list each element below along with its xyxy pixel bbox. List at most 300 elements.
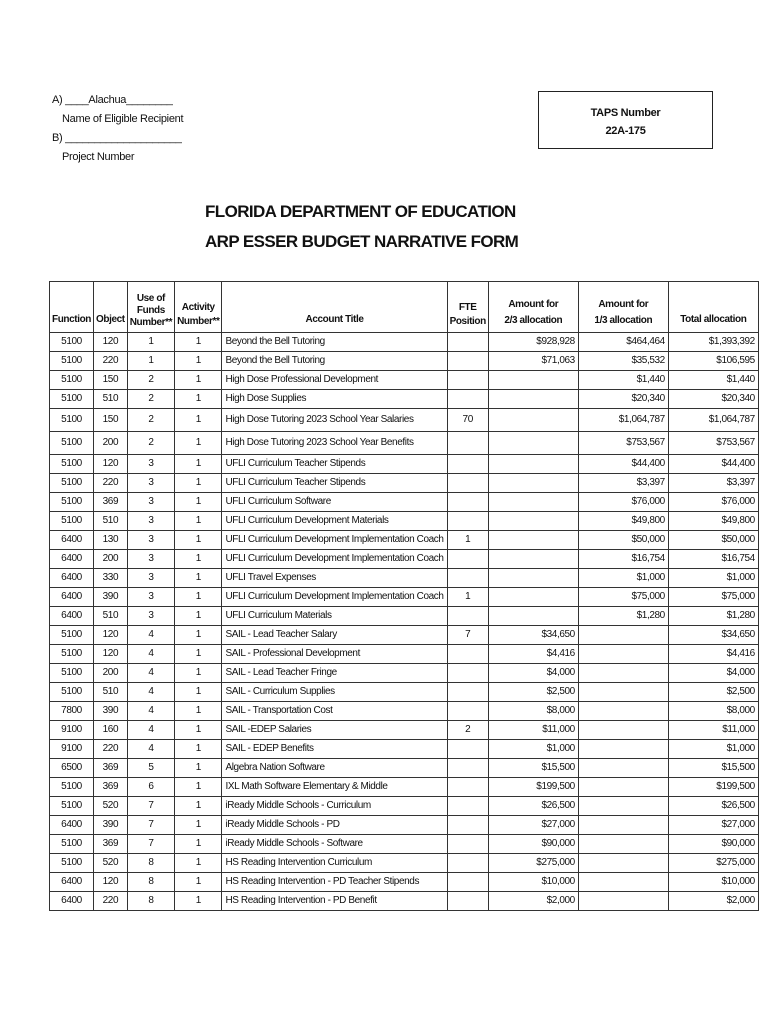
use-of-funds-cell: 7 (127, 835, 174, 854)
account-title-cell: UFLI Curriculum Software (222, 493, 447, 512)
amount-1-3-cell: $1,064,787 (578, 409, 668, 432)
total-cell: $1,000 (668, 740, 758, 759)
col-use-of-funds: Use of Funds Number** (127, 282, 174, 333)
object-cell: 220 (94, 892, 128, 911)
use-of-funds-cell: 3 (127, 607, 174, 626)
account-title-cell: HS Reading Intervention - PD Teacher Stipends (222, 873, 447, 892)
object-cell: 390 (94, 702, 128, 721)
object-cell: 130 (94, 531, 128, 550)
amount-1-3-cell (578, 854, 668, 873)
table-row (50, 371, 759, 390)
function-cell: 5100 (50, 854, 94, 873)
amount-1-3-cell (578, 683, 668, 702)
amount-1-3-cell (578, 778, 668, 797)
amount-2-3-cell: $15,500 (488, 759, 578, 778)
use-of-funds-cell: 3 (127, 531, 174, 550)
col-amount-2-3: Amount for 2/3 allocation (488, 282, 578, 333)
fte-cell: 1 (447, 588, 488, 607)
table-row (50, 778, 759, 797)
object-cell: 390 (94, 588, 128, 607)
amount-2-3-cell: $90,000 (488, 835, 578, 854)
amount-1-3-cell: $75,000 (578, 588, 668, 607)
fte-cell (447, 816, 488, 835)
amount-2-3-cell: $71,063 (488, 352, 578, 371)
activity-cell: 1 (175, 474, 222, 493)
fte-cell (447, 607, 488, 626)
amount-1-3-cell (578, 664, 668, 683)
use-of-funds-cell: 2 (127, 409, 174, 432)
activity-cell: 1 (175, 512, 222, 531)
fte-cell (447, 569, 488, 588)
function-cell: 6400 (50, 588, 94, 607)
table-row (50, 759, 759, 778)
amount-2-3-cell (488, 432, 578, 455)
amount-2-3-cell (488, 588, 578, 607)
function-cell: 5100 (50, 645, 94, 664)
amount-1-3-cell (578, 626, 668, 645)
amount-1-3-cell (578, 816, 668, 835)
amount-2-3-cell (488, 550, 578, 569)
amount-2-3-cell: $26,500 (488, 797, 578, 816)
activity-cell: 1 (175, 333, 222, 352)
amount-1-3-cell: $76,000 (578, 493, 668, 512)
form-title-line2: ARP ESSER BUDGET NARRATIVE FORM (205, 232, 519, 251)
use-of-funds-cell: 4 (127, 702, 174, 721)
account-title-cell: iReady Middle Schools - Software (222, 835, 447, 854)
table-row (50, 702, 759, 721)
use-of-funds-cell: 6 (127, 778, 174, 797)
amount-2-3-cell: $8,000 (488, 702, 578, 721)
activity-cell: 1 (175, 835, 222, 854)
col-total: Total allocation (668, 282, 758, 333)
table-row (50, 873, 759, 892)
table-row (50, 493, 759, 512)
table-row (50, 531, 759, 550)
fte-cell (447, 474, 488, 493)
object-cell: 120 (94, 455, 128, 474)
activity-cell: 1 (175, 390, 222, 409)
account-title-cell: UFLI Curriculum Development Implementation Coach (222, 550, 447, 569)
fte-cell (447, 333, 488, 352)
total-cell: $106,595 (668, 352, 758, 371)
total-cell: $2,500 (668, 683, 758, 702)
total-cell: $1,393,392 (668, 333, 758, 352)
function-cell: 5100 (50, 512, 94, 531)
fte-cell (447, 797, 488, 816)
amount-1-3-cell: $49,800 (578, 512, 668, 531)
use-of-funds-cell: 3 (127, 550, 174, 569)
amount-2-3-cell (488, 474, 578, 493)
amount-2-3-cell (488, 409, 578, 432)
table-row (50, 740, 759, 759)
function-cell: 5100 (50, 455, 94, 474)
total-cell: $3,397 (668, 474, 758, 493)
amount-1-3-cell: $464,464 (578, 333, 668, 352)
use-of-funds-cell: 1 (127, 352, 174, 371)
use-of-funds-cell: 3 (127, 569, 174, 588)
col-account-title: Account Title (222, 282, 447, 333)
function-cell: 5100 (50, 352, 94, 371)
total-cell: $275,000 (668, 854, 758, 873)
total-cell: $1,064,787 (668, 409, 758, 432)
use-of-funds-cell: 4 (127, 664, 174, 683)
table-row (50, 645, 759, 664)
function-cell: 6400 (50, 816, 94, 835)
use-of-funds-cell: 8 (127, 892, 174, 911)
function-cell: 5100 (50, 797, 94, 816)
account-title-cell: UFLI Curriculum Development Implementation Coach (222, 588, 447, 607)
activity-cell: 1 (175, 455, 222, 474)
fte-cell (447, 371, 488, 390)
use-of-funds-cell: 3 (127, 474, 174, 493)
object-cell: 220 (94, 474, 128, 493)
function-cell: 5100 (50, 409, 94, 432)
object-cell: 510 (94, 390, 128, 409)
table-row (50, 333, 759, 352)
fte-cell: 2 (447, 721, 488, 740)
object-cell: 369 (94, 835, 128, 854)
recipient-line: A) ____Alachua________ (52, 94, 173, 106)
amount-1-3-cell: $16,754 (578, 550, 668, 569)
function-cell: 5100 (50, 664, 94, 683)
activity-cell: 1 (175, 759, 222, 778)
fte-cell (447, 778, 488, 797)
project-number-line: B) ____________________ (52, 132, 182, 144)
total-cell: $199,500 (668, 778, 758, 797)
account-title-cell: SAIL - Lead Teacher Fringe (222, 664, 447, 683)
amount-1-3-cell: $44,400 (578, 455, 668, 474)
table-row (50, 835, 759, 854)
table-row (50, 797, 759, 816)
object-cell: 150 (94, 409, 128, 432)
fte-cell (447, 512, 488, 531)
fte-cell (447, 759, 488, 778)
fte-cell (447, 352, 488, 371)
function-cell: 5100 (50, 333, 94, 352)
amount-1-3-cell: $753,567 (578, 432, 668, 455)
table-row (50, 816, 759, 835)
function-cell: 5100 (50, 474, 94, 493)
total-cell: $50,000 (668, 531, 758, 550)
account-title-cell: SAIL -EDEP Salaries (222, 721, 447, 740)
amount-2-3-cell (488, 607, 578, 626)
object-cell: 120 (94, 626, 128, 645)
col-amount-1-3: Amount for 1/3 allocation (578, 282, 668, 333)
account-title-cell: HS Reading Intervention Curriculum (222, 854, 447, 873)
budget-table (49, 281, 759, 911)
use-of-funds-cell: 4 (127, 683, 174, 702)
activity-cell: 1 (175, 352, 222, 371)
activity-cell: 1 (175, 721, 222, 740)
function-cell: 5100 (50, 835, 94, 854)
account-title-cell: Beyond the Bell Tutoring (222, 352, 447, 371)
table-row (50, 569, 759, 588)
activity-cell: 1 (175, 740, 222, 759)
object-cell: 120 (94, 645, 128, 664)
object-cell: 369 (94, 493, 128, 512)
total-cell: $44,400 (668, 455, 758, 474)
total-cell: $11,000 (668, 721, 758, 740)
function-cell: 6400 (50, 873, 94, 892)
account-title-cell: SAIL - Professional Development (222, 645, 447, 664)
function-cell: 6400 (50, 607, 94, 626)
total-cell: $76,000 (668, 493, 758, 512)
account-title-cell: HS Reading Intervention - PD Benefit (222, 892, 447, 911)
object-cell: 369 (94, 778, 128, 797)
fte-cell: 1 (447, 531, 488, 550)
taps-box (538, 91, 713, 149)
amount-2-3-cell (488, 390, 578, 409)
total-cell: $10,000 (668, 873, 758, 892)
use-of-funds-cell: 4 (127, 626, 174, 645)
fte-cell (447, 432, 488, 455)
object-cell: 150 (94, 371, 128, 390)
amount-2-3-cell (488, 512, 578, 531)
object-cell: 200 (94, 432, 128, 455)
amount-1-3-cell (578, 645, 668, 664)
account-title-cell: UFLI Curriculum Development Materials (222, 512, 447, 531)
amount-1-3-cell (578, 892, 668, 911)
table-row (50, 352, 759, 371)
use-of-funds-cell: 4 (127, 721, 174, 740)
total-cell: $49,800 (668, 512, 758, 531)
total-cell: $1,440 (668, 371, 758, 390)
activity-cell: 1 (175, 626, 222, 645)
total-cell: $26,500 (668, 797, 758, 816)
total-cell: $753,567 (668, 432, 758, 455)
object-cell: 369 (94, 759, 128, 778)
object-cell: 200 (94, 664, 128, 683)
use-of-funds-cell: 3 (127, 512, 174, 531)
fte-cell (447, 702, 488, 721)
activity-cell: 1 (175, 531, 222, 550)
account-title-cell: UFLI Curriculum Teacher Stipends (222, 455, 447, 474)
activity-cell: 1 (175, 588, 222, 607)
fte-cell (447, 740, 488, 759)
table-row (50, 409, 759, 432)
total-cell: $20,340 (668, 390, 758, 409)
col-fte: FTE Position (447, 282, 488, 333)
total-cell: $8,000 (668, 702, 758, 721)
object-cell: 220 (94, 740, 128, 759)
function-cell: 5100 (50, 626, 94, 645)
project-number-label: Project Number (62, 151, 135, 163)
function-cell: 6500 (50, 759, 94, 778)
activity-cell: 1 (175, 645, 222, 664)
use-of-funds-cell: 7 (127, 816, 174, 835)
function-cell: 5100 (50, 432, 94, 455)
fte-cell (447, 892, 488, 911)
amount-2-3-cell: $10,000 (488, 873, 578, 892)
table-row (50, 390, 759, 409)
table-row (50, 607, 759, 626)
table-row (50, 854, 759, 873)
fte-cell (447, 493, 488, 512)
amount-1-3-cell (578, 873, 668, 892)
object-cell: 520 (94, 797, 128, 816)
use-of-funds-cell: 2 (127, 432, 174, 455)
total-cell: $4,416 (668, 645, 758, 664)
amount-2-3-cell (488, 455, 578, 474)
amount-2-3-cell: $4,416 (488, 645, 578, 664)
col-activity: Activity Number** (175, 282, 222, 333)
use-of-funds-cell: 8 (127, 854, 174, 873)
function-cell: 5100 (50, 371, 94, 390)
amount-2-3-cell (488, 531, 578, 550)
account-title-cell: High Dose Supplies (222, 390, 447, 409)
amount-1-3-cell: $20,340 (578, 390, 668, 409)
amount-2-3-cell: $199,500 (488, 778, 578, 797)
function-cell: 5100 (50, 493, 94, 512)
use-of-funds-cell: 3 (127, 493, 174, 512)
account-title-cell: iReady Middle Schools - Curriculum (222, 797, 447, 816)
total-cell: $2,000 (668, 892, 758, 911)
activity-cell: 1 (175, 892, 222, 911)
col-function: Function (50, 282, 94, 333)
table-row (50, 512, 759, 531)
activity-cell: 1 (175, 371, 222, 390)
account-title-cell: Algebra Nation Software (222, 759, 447, 778)
total-cell: $4,000 (668, 664, 758, 683)
amount-1-3-cell: $35,532 (578, 352, 668, 371)
function-cell: 6400 (50, 550, 94, 569)
account-title-cell: SAIL - EDEP Benefits (222, 740, 447, 759)
use-of-funds-cell: 5 (127, 759, 174, 778)
fte-cell (447, 835, 488, 854)
account-title-cell: UFLI Travel Expenses (222, 569, 447, 588)
use-of-funds-cell: 8 (127, 873, 174, 892)
table-row (50, 626, 759, 645)
function-cell: 5100 (50, 778, 94, 797)
table-row (50, 664, 759, 683)
activity-cell: 1 (175, 550, 222, 569)
use-of-funds-cell: 2 (127, 390, 174, 409)
function-cell: 6400 (50, 531, 94, 550)
table-row (50, 432, 759, 455)
amount-1-3-cell: $50,000 (578, 531, 668, 550)
amount-1-3-cell (578, 759, 668, 778)
amount-2-3-cell: $2,000 (488, 892, 578, 911)
activity-cell: 1 (175, 409, 222, 432)
total-cell: $75,000 (668, 588, 758, 607)
fte-cell: 70 (447, 409, 488, 432)
activity-cell: 1 (175, 797, 222, 816)
account-title-cell: IXL Math Software Elementary & Middle (222, 778, 447, 797)
activity-cell: 1 (175, 664, 222, 683)
amount-2-3-cell: $34,650 (488, 626, 578, 645)
activity-cell: 1 (175, 702, 222, 721)
fte-cell (447, 645, 488, 664)
col-object: Object (94, 282, 128, 333)
amount-1-3-cell: $1,440 (578, 371, 668, 390)
use-of-funds-cell: 4 (127, 740, 174, 759)
account-title-cell: UFLI Curriculum Teacher Stipends (222, 474, 447, 493)
object-cell: 510 (94, 683, 128, 702)
fte-cell (447, 550, 488, 569)
amount-2-3-cell (488, 569, 578, 588)
account-title-cell: High Dose Tutoring 2023 School Year Salaries (222, 409, 447, 432)
fte-cell: 7 (447, 626, 488, 645)
recipient-label: Name of Eligible Recipient (62, 113, 184, 125)
function-cell: 6400 (50, 569, 94, 588)
account-title-cell: SAIL - Curriculum Supplies (222, 683, 447, 702)
use-of-funds-cell: 1 (127, 333, 174, 352)
table-body (50, 333, 759, 911)
activity-cell: 1 (175, 493, 222, 512)
fte-cell (447, 873, 488, 892)
account-title-cell: UFLI Curriculum Development Implementation Coach (222, 531, 447, 550)
account-title-cell: SAIL - Lead Teacher Salary (222, 626, 447, 645)
activity-cell: 1 (175, 432, 222, 455)
table-row (50, 474, 759, 493)
object-cell: 120 (94, 333, 128, 352)
table-row (50, 892, 759, 911)
table-row (50, 721, 759, 740)
activity-cell: 1 (175, 854, 222, 873)
amount-1-3-cell (578, 721, 668, 740)
table-row (50, 455, 759, 474)
total-cell: $90,000 (668, 835, 758, 854)
use-of-funds-cell: 4 (127, 645, 174, 664)
table-header-row (50, 282, 759, 333)
amount-1-3-cell: $1,280 (578, 607, 668, 626)
amount-2-3-cell (488, 371, 578, 390)
use-of-funds-cell: 2 (127, 371, 174, 390)
fte-cell (447, 455, 488, 474)
total-cell: $16,754 (668, 550, 758, 569)
taps-value: 22A-175 (605, 125, 646, 137)
amount-1-3-cell (578, 740, 668, 759)
amount-2-3-cell: $2,500 (488, 683, 578, 702)
amount-1-3-cell (578, 702, 668, 721)
form-title-line1: FLORIDA DEPARTMENT OF EDUCATION (205, 202, 516, 221)
amount-2-3-cell: $1,000 (488, 740, 578, 759)
function-cell: 5100 (50, 390, 94, 409)
table-row (50, 550, 759, 569)
amount-1-3-cell: $3,397 (578, 474, 668, 493)
account-title-cell: SAIL - Transportation Cost (222, 702, 447, 721)
object-cell: 330 (94, 569, 128, 588)
table-row (50, 683, 759, 702)
table-row (50, 588, 759, 607)
amount-2-3-cell: $275,000 (488, 854, 578, 873)
function-cell: 6400 (50, 892, 94, 911)
function-cell: 5100 (50, 683, 94, 702)
amount-1-3-cell (578, 797, 668, 816)
object-cell: 220 (94, 352, 128, 371)
object-cell: 510 (94, 607, 128, 626)
use-of-funds-cell: 3 (127, 455, 174, 474)
activity-cell: 1 (175, 816, 222, 835)
account-title-cell: iReady Middle Schools - PD (222, 816, 447, 835)
account-title-cell: High Dose Tutoring 2023 School Year Benefits (222, 432, 447, 455)
total-cell: $27,000 (668, 816, 758, 835)
total-cell: $15,500 (668, 759, 758, 778)
use-of-funds-cell: 7 (127, 797, 174, 816)
activity-cell: 1 (175, 683, 222, 702)
account-title-cell: Beyond the Bell Tutoring (222, 333, 447, 352)
object-cell: 520 (94, 854, 128, 873)
fte-cell (447, 664, 488, 683)
object-cell: 120 (94, 873, 128, 892)
amount-2-3-cell (488, 493, 578, 512)
taps-label: TAPS Number (590, 107, 661, 119)
amount-2-3-cell: $11,000 (488, 721, 578, 740)
function-cell: 9100 (50, 740, 94, 759)
activity-cell: 1 (175, 778, 222, 797)
function-cell: 9100 (50, 721, 94, 740)
amount-2-3-cell: $928,928 (488, 333, 578, 352)
